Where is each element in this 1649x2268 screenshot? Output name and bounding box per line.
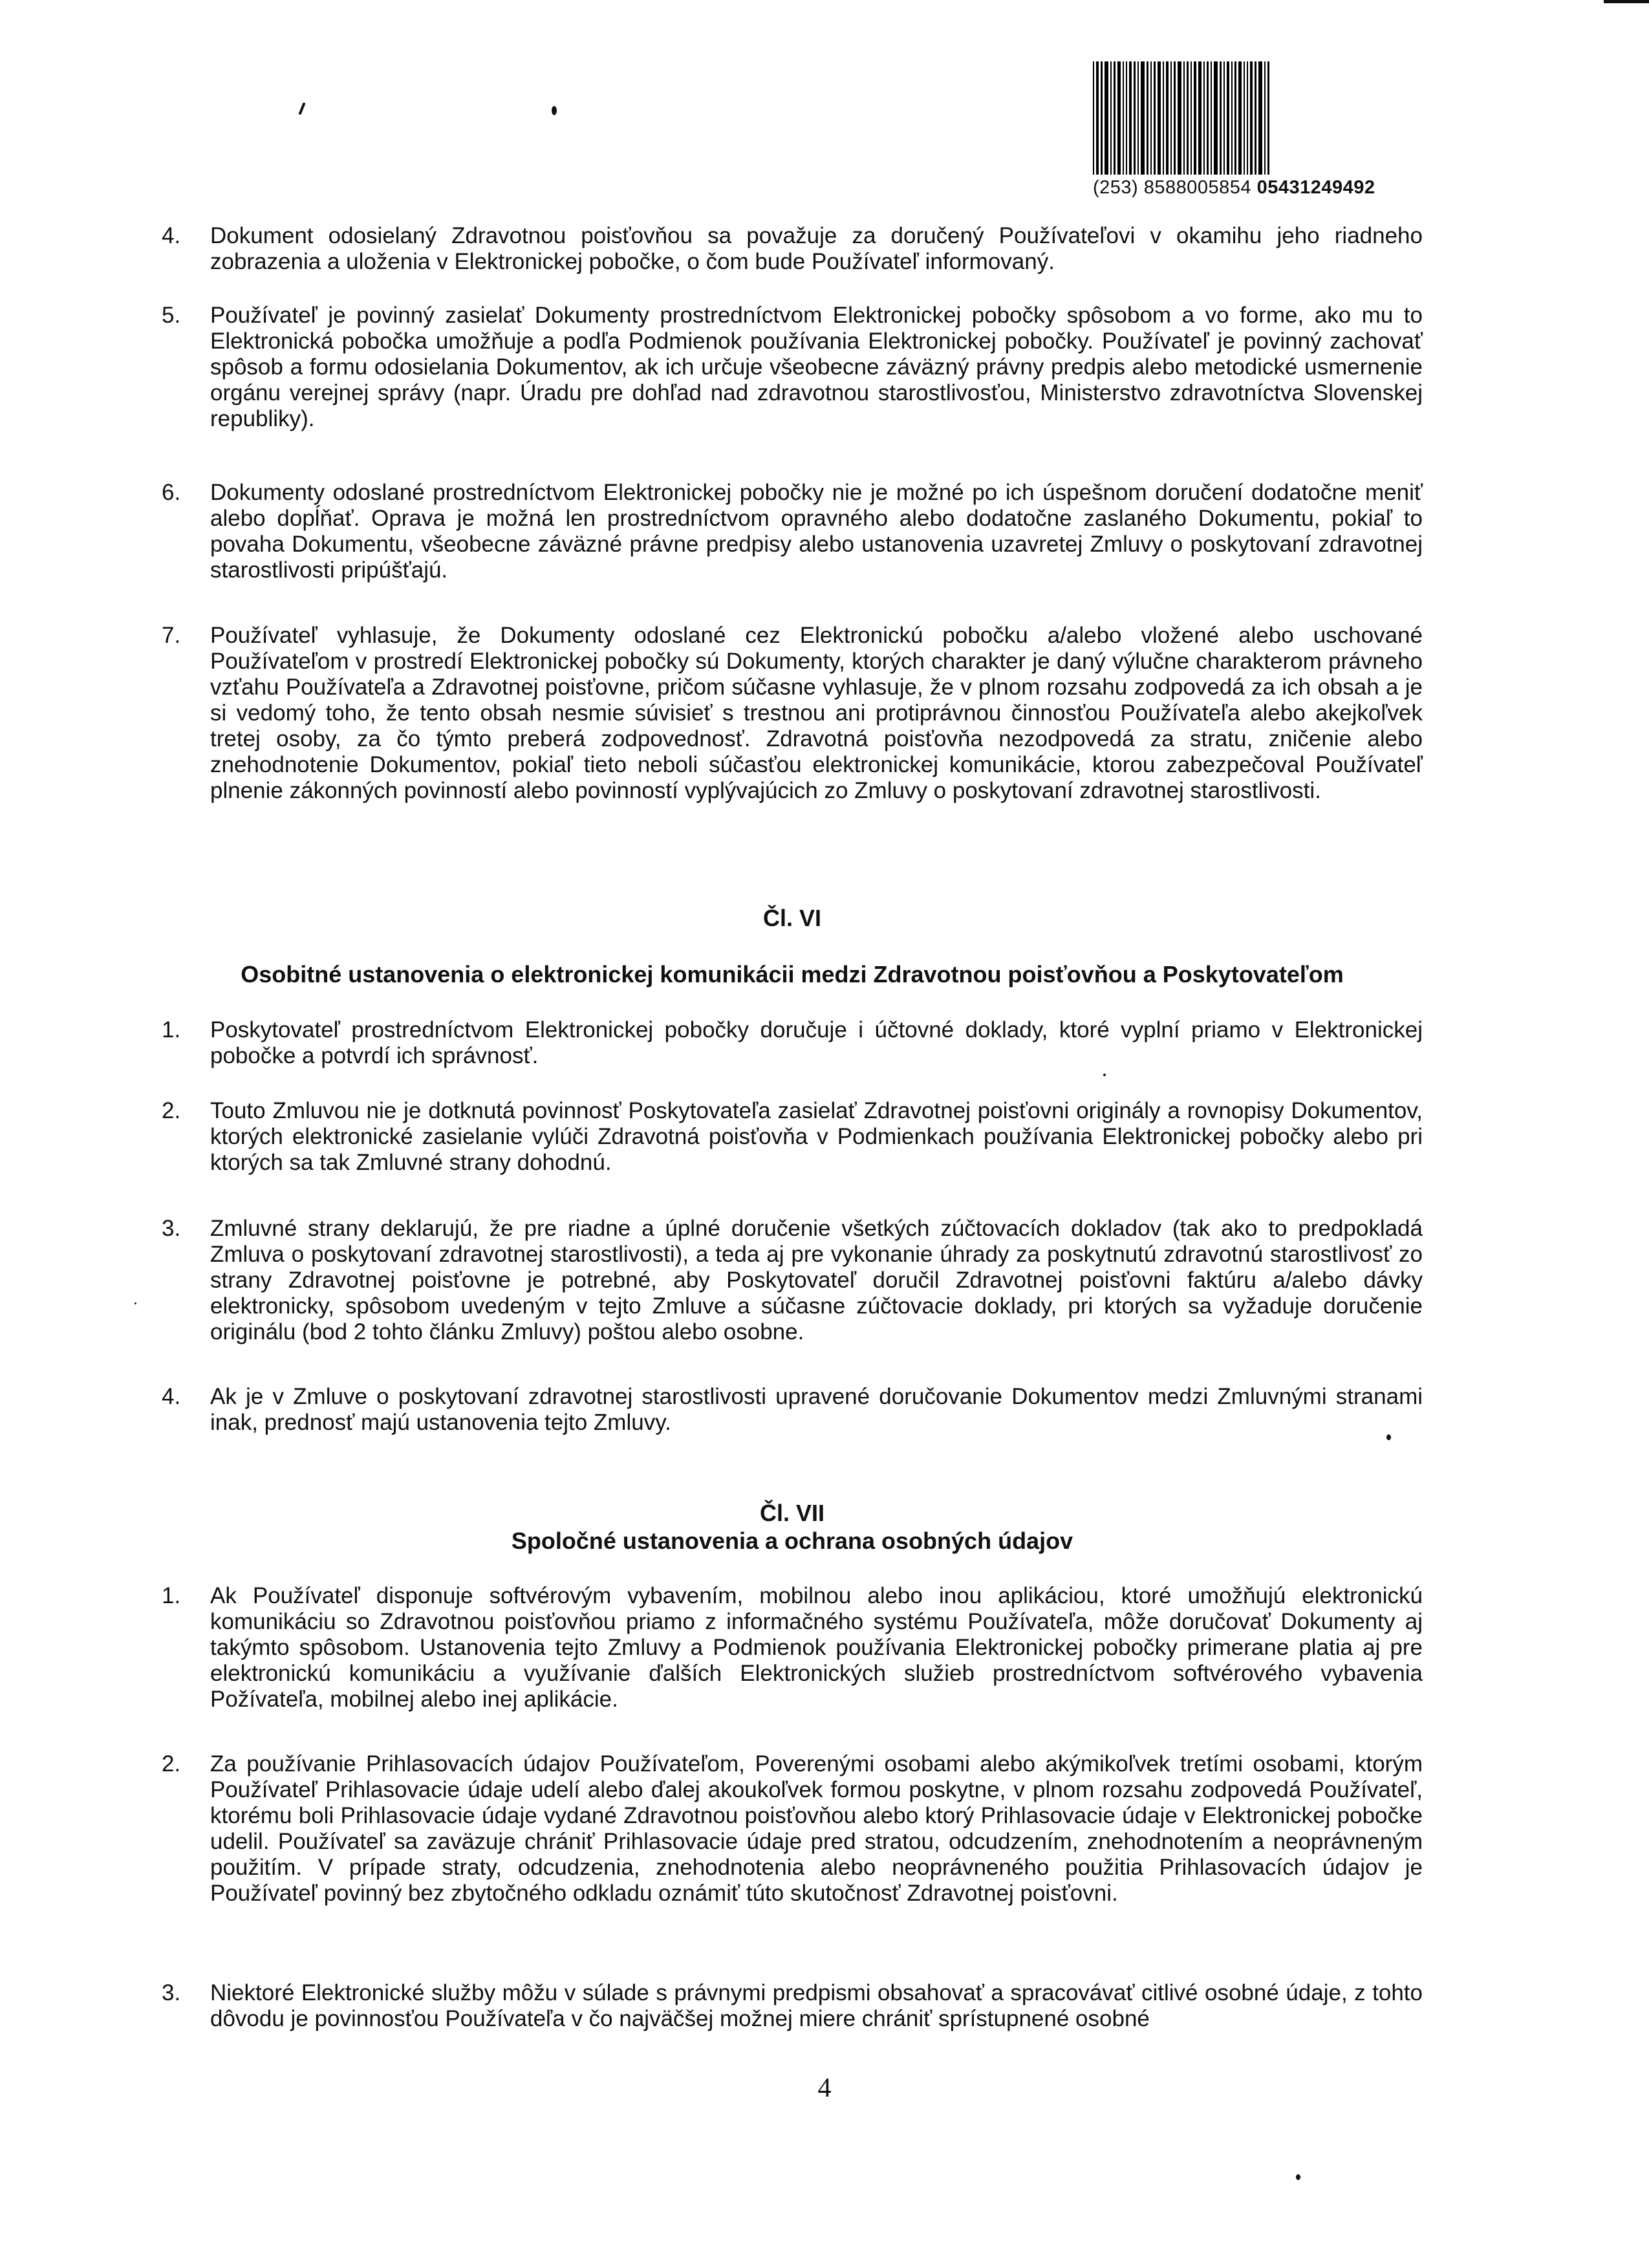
barcode-bar xyxy=(1255,61,1256,175)
barcode-bar xyxy=(1211,61,1212,175)
barcode-number xyxy=(1093,177,1429,199)
scan-edge-mark xyxy=(1604,0,1649,3)
barcode-bar xyxy=(1187,61,1189,175)
scan-mark xyxy=(552,106,557,115)
clause-vi-3 xyxy=(162,1216,1423,1345)
barcode-bar xyxy=(1141,61,1145,175)
barcode-bar xyxy=(1096,61,1099,175)
barcode-bar xyxy=(1110,61,1112,175)
clause-text: Používateľ je povinný zasielať Dokumenty prostredníctvom Elektronickej pobočky spôsobom a vo forme, ako mu to Elektronická pobočka umožňuje a podľa Podmienok používania Elektronickej pobočky. Používateľ je povinný zachovať spôsob a formu odosielania Dokumentov, ak ich určuje všeobecne záväzný právny predpis alebo metodické usmernenie orgánu verejnej správy (napr. Úradu pre dohľad nad zdravotnou starostlivosťou, Ministerstvo zdravotníctva Slovenskej republiky). xyxy=(210,303,1423,431)
barcode-bar xyxy=(1267,61,1269,175)
barcode-bar xyxy=(1244,61,1245,175)
barcode-bar xyxy=(1191,61,1192,175)
barcode-bar xyxy=(1198,61,1202,175)
clause-number: 6. xyxy=(162,480,181,505)
barcode-bar xyxy=(1183,61,1185,175)
barcode-bar xyxy=(1170,61,1172,175)
clause-vi-4 xyxy=(162,1384,1423,1436)
scan-speck xyxy=(1296,2174,1300,2180)
page-number: 4 xyxy=(817,2073,832,2103)
barcode-bar xyxy=(1250,61,1253,175)
clause-text: Poskytovateľ prostredníctvom Elektronickej pobočky doručuje i účtovné doklady, ktoré vyplní priamo v Elektronickej pobočke a potvrdí ich správnosť. xyxy=(210,1017,1423,1068)
article-vii-label: Čl. VII xyxy=(759,1500,825,1526)
clause-v-6 xyxy=(162,480,1423,583)
scan-mark xyxy=(298,102,305,115)
clause-number: 2. xyxy=(162,1098,181,1123)
barcode-bar xyxy=(1126,61,1127,175)
barcode-bar xyxy=(1264,61,1266,175)
clause-number: 1. xyxy=(162,1583,181,1608)
barcode-bar xyxy=(1238,61,1242,175)
barcode-bar xyxy=(1174,61,1176,175)
clause-number: 4. xyxy=(162,223,181,248)
scan-speck xyxy=(1103,1074,1106,1076)
clause-number: 3. xyxy=(162,1216,181,1241)
article-vi-label: Čl. VI xyxy=(762,905,822,931)
clause-text: Dokumenty odoslané prostredníctvom Elektronickej pobočky nie je možné po ich úspešnom doručení dodatočne meniť alebo dopĺňať. Oprava je možná len prostredníctvom opravného alebo dodatočne zaslaného Dokumentu, pokiaľ to povaha Dokumentu, všeobecne záväzné právne predpisy alebo ustanovenia uzavretej Zmluvy o poskytovaní zdravotnej starostlivosti pripúšťajú. xyxy=(210,480,1423,583)
clause-number: 2. xyxy=(162,1751,181,1777)
barcode-bar xyxy=(1247,61,1248,175)
barcode-bar xyxy=(1123,61,1124,175)
barcode-bar xyxy=(1227,61,1229,175)
barcode-bar xyxy=(1114,61,1116,175)
barcode-bars xyxy=(1093,61,1429,175)
clause-v-7 xyxy=(162,623,1423,804)
clause-number: 7. xyxy=(162,623,181,648)
clause-number: 4. xyxy=(162,1384,181,1409)
barcode-bar xyxy=(1154,61,1156,175)
clause-text: Za používanie Prihlasovacích údajov Používateľom, Poverenými osobami alebo akýmikoľvek tretími osobami, ktorým Používateľ Prihlasovacie údaje udelí alebo ďalej akoukoľvek formou poskytne, v plnom rozsahu zodpovedá Používateľ, ktorému boli Prihlasovacie údaje vydané Zdravotnou poisťovňou alebo ktorý Prihlasovacie údaje v Elektronickej pobočke udelil. Používateľ sa zaväzuje chrániť Prihlasovacie údaje pred stratou, odcudzením, znehodnotením a neoprávneným použitím. V prípade straty, odcudzenia, znehodnotenia alebo neoprávneného použitia Prihlasovacích údajov je Používateľ povinný bez zbytočného odkladu oznámiť túto skutočnosť Zdravotnej poisťovni. xyxy=(210,1751,1423,1906)
barcode-bar xyxy=(1178,61,1181,175)
barcode-bar xyxy=(1158,61,1161,175)
barcode-bar xyxy=(1137,61,1139,175)
barcode-bar xyxy=(1147,61,1148,175)
clause-number: 1. xyxy=(162,1017,181,1042)
barcode-bar xyxy=(1207,61,1209,175)
barcode-bar xyxy=(1129,61,1132,175)
barcode-bar xyxy=(1163,61,1164,175)
barcode-bar xyxy=(1194,61,1196,175)
scan-speck xyxy=(1386,1434,1391,1440)
barcode-bar xyxy=(1101,61,1103,175)
article-vii-title: Spoločné ustanovenia a ochrana osobných údajov xyxy=(511,1528,1073,1554)
clause-vi-2 xyxy=(162,1098,1423,1176)
clause-v-4 xyxy=(162,223,1423,275)
barcode-bar xyxy=(1150,61,1152,175)
barcode-bar xyxy=(1234,61,1236,175)
barcode-bar xyxy=(1258,61,1262,175)
barcode-bar xyxy=(1203,61,1205,175)
clause-vii-1 xyxy=(162,1583,1423,1712)
clause-number: 3. xyxy=(162,1980,181,2005)
barcode-code: 05431249492 xyxy=(1256,177,1375,198)
clause-number: 5. xyxy=(162,303,181,328)
barcode-bar xyxy=(1214,61,1218,175)
clause-text: Používateľ vyhlasuje, že Dokumenty odoslané cez Elektronickú pobočku a/alebo vložené alebo uschované Používateľom v prostredí Elektronickej pobočky sú Dokumenty, ktorých charakter je daný výlučne charakterom právneho vzťahu Používateľa a Zdravotnej poisťovne, pričom súčasne vyhlasuje, že v plnom rozsahu zodpovedá za ich obsah a je si vedomý toho, že tento obsah nesmie súvisieť s trestnou ani protiprávnou činnosťou Používateľa alebo akejkoľvek tretej osoby, za čo týmto preberá zodpovednosť. Zdravotná poisťovňa nezodpovedá za stratu, zničenie alebo znehodnotenie Dokumentov, pokiaľ tieto neboli súčasťou elektronickej komunikácie, ktorou zabezpečoval Používateľ plnenie zákonných povinností alebo povinností vyplývajúcich zo Zmluvy o poskytovaní zdravotnej starostlivosti. xyxy=(210,623,1423,803)
barcode-bar xyxy=(1220,61,1222,175)
barcode-bar xyxy=(1223,61,1225,175)
clause-v-5 xyxy=(162,303,1423,432)
barcode-bar xyxy=(1117,61,1121,175)
clause-vi-1 xyxy=(162,1017,1423,1069)
barcode-bar xyxy=(1105,61,1108,175)
barcode-bar xyxy=(1166,61,1169,175)
clause-vii-3 xyxy=(162,1980,1423,2032)
clause-text: Dokument odosielaný Zdravotnou poisťovňou sa považuje za doručený Používateľovi v okamihu jeho riadneho zobrazenia a uloženia v Elektronickej pobočke, o čom bude Používateľ informovaný. xyxy=(210,223,1423,274)
clause-vii-2 xyxy=(162,1751,1423,1906)
barcode-bar xyxy=(1231,61,1233,175)
barcode-bar xyxy=(1134,61,1136,175)
clause-text: Zmluvné strany deklarujú, že pre riadne a úplné doručenie všetkých zúčtovacích dokladov (tak ako to predpokladá Zmluva o poskytovaní zdravotnej starostlivosti), a teda aj pre vykonanie úhrady za poskytnutú zdravotnú starostlivosť zo strany Zdravotnej poisťovne je potrebné, aby Poskytovateľ doručil Zdravotnej poisťovni faktúru a/alebo dávky elektronicky, spôsobom uvedeným v tejto Zmluve a súčasne zúčtovacie doklady, pri ktorých sa vyžaduje doručenie originálu (bod 2 tohto článku Zmluvy) poštou alebo osobne. xyxy=(210,1216,1423,1345)
clause-text: Ak je v Zmluve o poskytovaní zdravotnej starostlivosti upravené doručovanie Dokumentov medzi Zmluvnými stranami inak, prednosť majú ustanovenia tejto Zmluvy. xyxy=(210,1384,1423,1435)
clause-text: Niektoré Elektronické služby môžu v súlade s právnymi predpismi obsahovať a spracovávať citlivé osobné údaje, z tohto dôvodu je povinnosťou Používateľa v čo najväčšej možnej miere chrániť sprístupnené osobné xyxy=(210,1980,1423,2031)
article-vi-title: Osobitné ustanovenia o elektronickej komunikácii medzi Zdravotnou poisťovňou a Poskytovateľom xyxy=(241,961,1344,988)
scan-speck xyxy=(135,1302,136,1304)
clause-text: Touto Zmluvou nie je dotknutá povinnosť Poskytovateľa zasielať Zdravotnej poisťovni originály a rovnopisy Dokumentov, ktorých elektronické zasielanie vylúči Zdravotná poisťovňa v Podmienkach používania Elektronickej pobočky alebo pri ktorých sa tak Zmluvné strany dohodnú. xyxy=(210,1098,1423,1175)
clause-text: Ak Používateľ disponuje softvérovým vybavením, mobilnou alebo inou aplikáciou, ktoré umožňujú elektronickú komunikáciu so Zdravotnou poisťovňou priamo z informačného systému Používateľa, môže doručovať Dokumenty aj takýmto spôsobom. Ustanovenia tejto Zmluvy a Podmienok používania Elektronickej pobočky primerane platia aj pre elektronickú komunikáciu a využívanie ďalších Elektronických služieb prostredníctvom softvérového vybavenia Požívateľa, mobilnej alebo inej aplikácie. xyxy=(210,1583,1423,1712)
barcode-prefix: (253) 8588005854 xyxy=(1093,177,1252,198)
barcode xyxy=(1093,61,1429,199)
barcode-bar xyxy=(1093,61,1094,175)
